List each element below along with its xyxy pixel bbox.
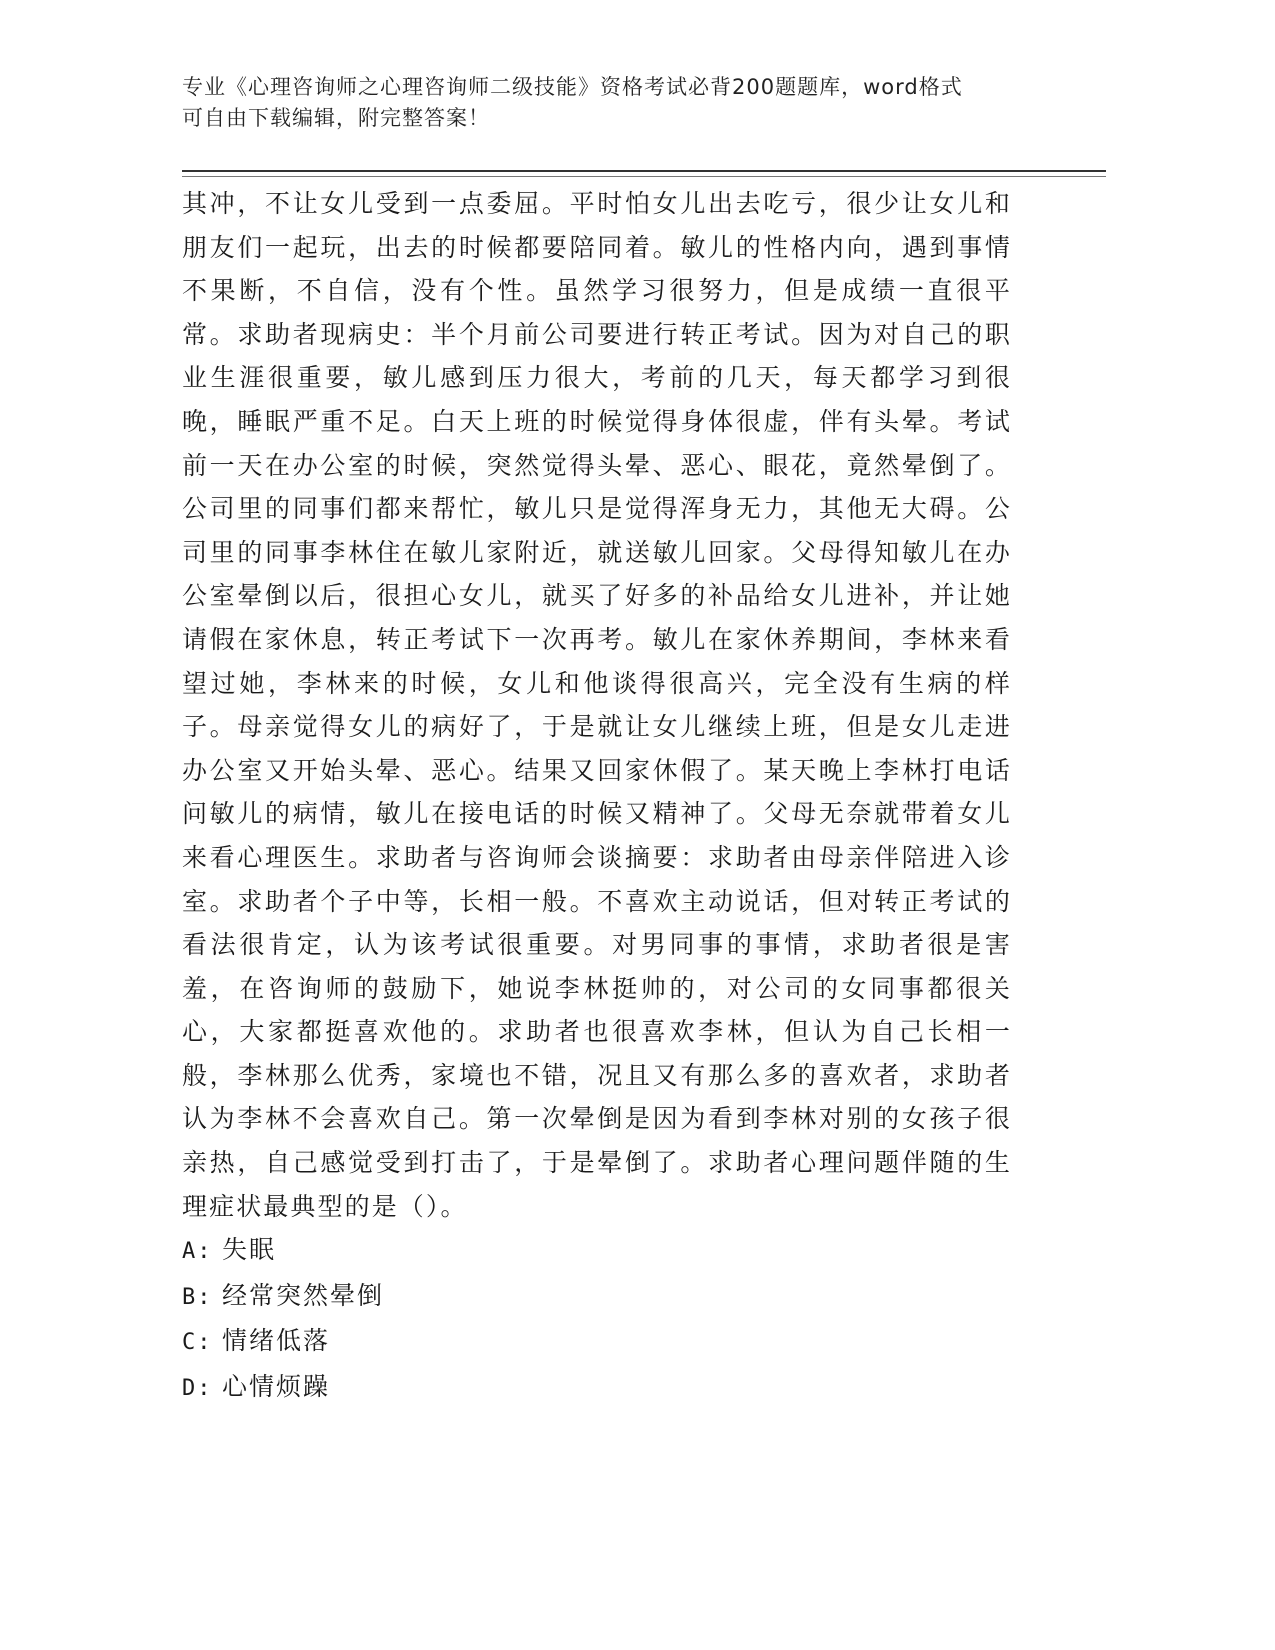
option-b-text: 经常突然晕倒 xyxy=(222,1280,385,1310)
option-a xyxy=(182,1228,1012,1274)
option-a-text: 失眠 xyxy=(222,1235,277,1264)
option-b xyxy=(182,1274,1012,1320)
option-c-text: 情绪低落 xyxy=(222,1326,331,1356)
option-b-key: B: xyxy=(182,1284,213,1310)
header-divider xyxy=(182,170,1106,172)
answer-options xyxy=(182,1228,1012,1410)
option-c-key: C: xyxy=(182,1330,213,1356)
option-c xyxy=(182,1319,1012,1365)
header-line-1: 专业《心理咨询师之心理咨询师二级技能》资格考试必背200题题库，word格式 xyxy=(182,75,963,99)
option-d xyxy=(182,1365,1012,1411)
option-a-key: A: xyxy=(182,1239,213,1264)
header-line-2: 可自由下载编辑，附完整答案！ xyxy=(182,106,490,130)
page-header xyxy=(182,72,1022,134)
option-d-text: 心情烦躁 xyxy=(222,1371,331,1401)
header-divider-thin xyxy=(182,176,1106,177)
question-stem: 其冲，不让女儿受到一点委屈。平时怕女儿出去吃亏，很少让女儿和朋友们一起玩，出去的时候都要陪同着。敏儿的性格内向，遇到事情不果断，不自信，没有个性。虽然学习很努力，但是成绩一直很平常。求助者现病史：半个月前公司要进行转正考试。因为对自己的职业生涯很重要，敏儿感到压力很大，考前的几天，每天都学习到很晚，睡眠严重不足。白天上班的时候觉得身体很虚，伴有头晕。考试前一天在办公室的时候，突然觉得头晕、恶心、眼花，竟然晕倒了。公司里的同事们都来帮忙，敏儿只是觉得浑身无力，其他无大碍。公司里的同事李林住在敏儿家附近，就送敏儿回家。父母得知敏儿在办公室晕倒以后，很担心女儿，就买了好多的补品给女儿进补，并让她请假在家休息，转正考试下一次再考。敏儿在家休养期间，李林来看望过她，李林来的时候，女儿和他谈得很高兴，完全没有生病的样子。母亲觉得女儿的病好了，于是就让女儿继续上班，但是女儿走进办公室又开始头晕、恶心。结果又回家休假了。某天晚上李林打电话问敏儿的病情，敏儿在接电话的时候又精神了。父母无奈就带着女儿来看心理医生。求助者与咨询师会谈摘要：求助者由母亲伴陪进入诊室。求助者个子中等，长相一般。不喜欢主动说话，但对转正考试的看法很肯定，认为该考试很重要。对男同事的事情，求助者很是害羞，在咨询师的鼓励下，她说李林挺帅的，对公司的女同事都很关心，大家都挺喜欢他的。求助者也很喜欢李林，但认为自己长相一般，李林那么优秀，家境也不错，况且又有那么多的喜欢者，求助者认为李林不会喜欢自己。第一次晕倒是因为看到李林对别的女孩子很亲热，自己感觉受到打击了，于是晕倒了。求助者心理问题伴随的生理症状最典型的是（）。 xyxy=(182,189,1012,1221)
option-d-key: D: xyxy=(182,1375,213,1401)
